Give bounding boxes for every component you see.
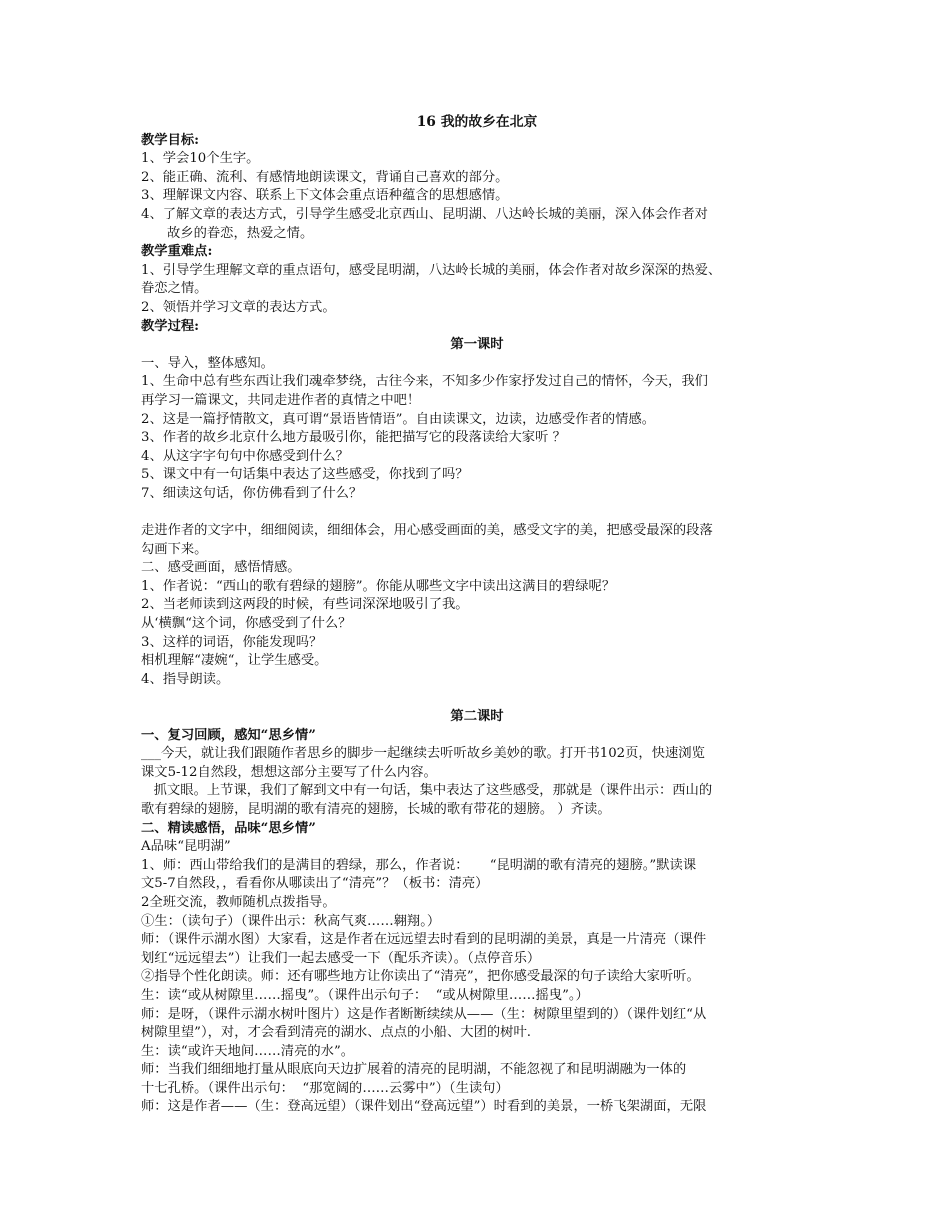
lesson2-line: 生：读“或从树隙里……摇曳”。（课件出示句子： “或从树隙里……摇曳”。） xyxy=(141,987,589,1003)
lesson2-line: 师：当我们细细地打量从眼底向天边扩展着的清亮的昆明湖，不能忽视了和昆明湖融为一体的 xyxy=(141,1062,687,1078)
lesson1-line: 7、细读这句话，你仿佛看到了什么？ xyxy=(141,485,363,501)
lesson2-line: 歌有碧绿的翅膀，昆明湖的歌有清亮的翅膀，长城的歌有带花的翅膀。 ）齐读。 xyxy=(141,801,611,817)
lesson1-line: 再学习一篇课文，共同走进作者的真情之中吧！ xyxy=(141,392,421,408)
lesson1-line: 3、作者的故乡北京什么地方最吸引你，能把描写它的段落读给大家听 ？ xyxy=(141,430,566,446)
paragraph-gap xyxy=(141,689,813,708)
lesson2-subheading: 二、精读感悟，品味“思乡情” xyxy=(141,820,316,836)
paragraph-gap xyxy=(141,503,813,522)
lesson2-line: 师：这是作者——（生：登高远望）（课件划出“登高远望”）时看到的美景，一桥飞架湖面，无限 xyxy=(141,1099,707,1115)
lesson2-line: 课文5-12自然段，想想这部分主要写了什么内容。 xyxy=(141,764,437,780)
lesson2-line: ①生：（读句子）（课件出示：秋高气爽……翱翔。） xyxy=(141,913,441,929)
lesson2-line: 师：（课件示湖水图）大家看，这是作者在远远望去时看到的昆明湖的美景，真是一片清亮（课件 xyxy=(141,932,707,948)
lesson1-line: 1、作者说：“西山的歌有碧绿的翅膀”。你能从哪些文字中读出这满目的碧绿呢？ xyxy=(141,578,616,594)
keypoint-line: 眷恋之情。 xyxy=(141,281,208,297)
keypoints-heading: 教学重难点: xyxy=(141,244,213,260)
goals-heading: 教学目标: xyxy=(141,132,200,148)
lesson1-line: 走进作者的文字中，细细阅读，细细体会，用心感受画面的美，感受文字的美，把感受最深的段落 xyxy=(141,523,713,539)
process-heading: 教学过程: xyxy=(141,318,200,334)
lesson2-line: ___今天，就让我们跟随作者思乡的脚步一起继续去听听故乡美妙的歌。打开书102页，快速浏览 xyxy=(141,746,705,762)
lesson2-line: 划红“远远望去”）让我们一起去感受一下（配乐齐读）。（点停音乐） xyxy=(141,950,541,966)
lesson1-line: 2、当老师读到这两段的时候，有些词深深地吸引了我。 xyxy=(141,597,469,613)
lesson1-line: 一、导入，整体感知。 xyxy=(141,355,274,371)
goal-line: 3、理解课文内容、联系上下文体会重点语种蕴含的思想感情。 xyxy=(141,188,509,204)
goal-line: 4、了解文章的表达方式，引导学生感受北京西山、昆明湖、八达岭长城的美丽，深入体会作者对 xyxy=(141,206,708,222)
lesson2-line: 树隙里望”），对，才会看到清亮的湖水、点点的小船、大团的树叶. xyxy=(141,1025,531,1041)
goal-line: 2、能正确、流利、有感情地朗读课文，背诵自己喜欢的部分。 xyxy=(141,169,509,185)
lesson1-line: 二、感受画面，感悟情感。 xyxy=(141,560,301,576)
lesson1-line: 4、从这字字句句中你感受到什么？ xyxy=(141,448,349,464)
lesson2-subheading: 一、复习回顾，感知“思乡情” xyxy=(141,727,316,743)
keypoint-line: 1、引导学生理解文章的重点语句，感受昆明湖，八达岭长城的美丽，体会作者对故乡深深的热爱、 xyxy=(141,262,722,278)
goal-line: 故乡的眷恋，热爱之情。 xyxy=(167,225,314,241)
lesson2-line: 抓文眼。上节课，我们了解到文中有一句话，集中表达了这些感受，那就是（课件出示：西山的 xyxy=(141,783,713,799)
lesson1-heading: 第一课时 xyxy=(450,337,504,353)
lesson2-line: 文5-7自然段，，看看你从哪读出了“清亮”？（板书：清亮） xyxy=(141,876,489,892)
lesson1-line: 2、这是一篇抒情散文，真可谓“景语皆情语”。自由读课文，边读，边感受作者的情感。 xyxy=(141,411,656,427)
lesson2-heading: 第二课时 xyxy=(450,709,504,724)
lesson1-line: 1、生命中总有些东西让我们魂牵梦绕，古往今来，不知多少作家抒发过自己的情怀，今天，我们 xyxy=(141,374,708,390)
lesson1-line: 5、课文中有一句话集中表达了这些感受，你找到了吗？ xyxy=(141,467,469,483)
lesson1-line: 勾画下来。 xyxy=(141,541,208,557)
lesson2-line: ②指导个性化朗读。师：还有哪些地方让你读出了“清亮”，把你感受最深的句子读给大家听听。 xyxy=(141,969,700,985)
lesson2-line: 师：是呀，（课件示湖水树叶图片）这是作者断断续续从——（生：树隙里望到的）（课件划红“从 xyxy=(141,1006,707,1022)
document-title: 16 我的故乡在北京 xyxy=(416,114,538,130)
lesson2-line: 生：读“或许天地间……清亮的水”。 xyxy=(141,1043,355,1059)
goal-line: 1、学会10个生字。 xyxy=(141,151,260,167)
lesson1-line: 3、这样的词语，你能发现吗？ xyxy=(141,634,323,650)
lesson2-line: 2全班交流，教师随机点拨指导。 xyxy=(141,894,336,910)
lesson1-line: 从‘横飘“这个词，你感受到了什么？ xyxy=(141,616,352,632)
lesson-plan-page xyxy=(141,113,813,1117)
lesson1-line: 相机理解“凄婉“，让学生感受。 xyxy=(141,653,328,669)
lesson2-line: 1、师：西山带给我们的是满目的碧绿，那么，作者说： “昆明湖的歌有清亮的翅膀。”默读课 xyxy=(141,857,697,873)
keypoint-line: 2、领悟并学习文章的表达方式。 xyxy=(141,299,336,315)
lesson1-line: 4、指导朗读。 xyxy=(141,671,230,687)
lesson2-line: 十七孔桥。（课件出示句： “那宽阔的……云雾中”）（生读句） xyxy=(141,1080,509,1096)
lesson2-line: A品味“昆明湖” xyxy=(141,839,231,855)
